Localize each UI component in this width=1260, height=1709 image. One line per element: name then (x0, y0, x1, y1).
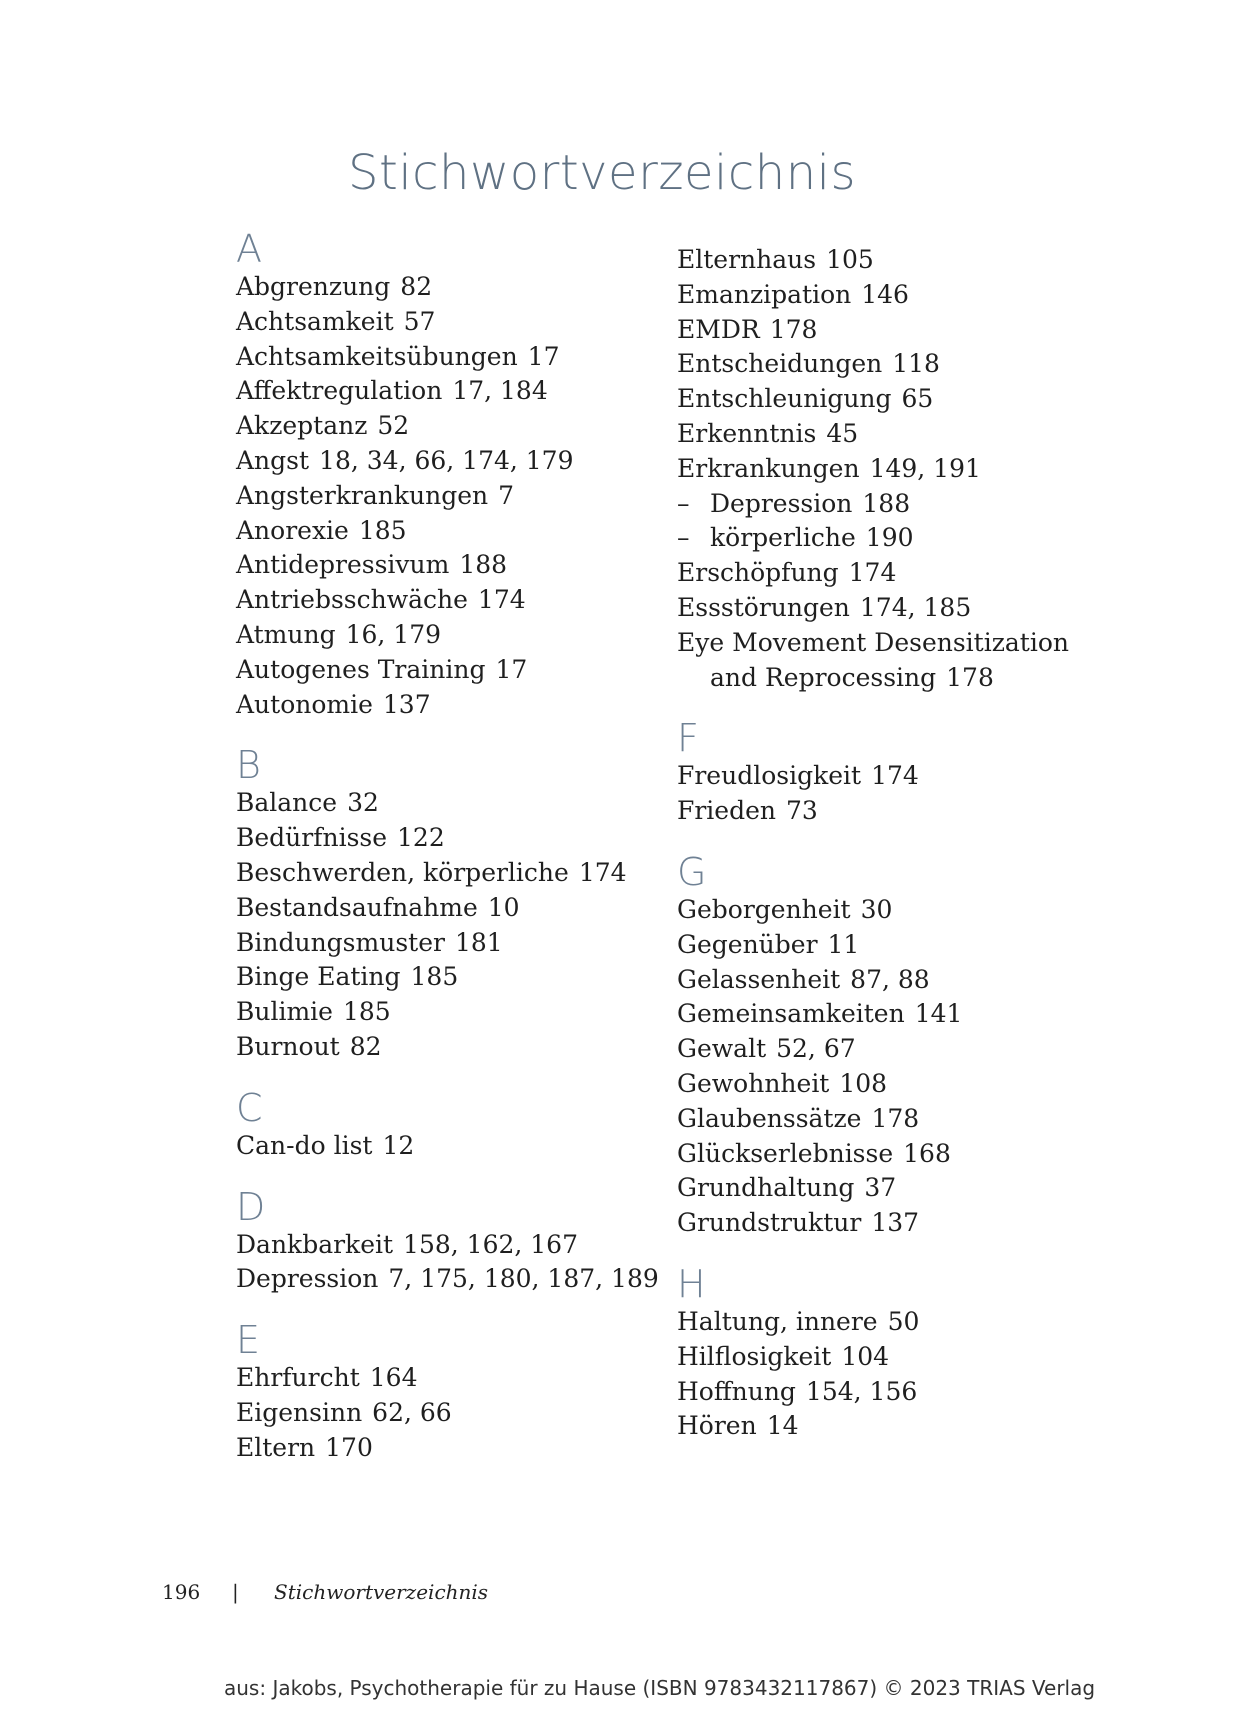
index-entry (236, 270, 666, 305)
index-page-refs: 118 (892, 349, 940, 379)
index-term: Ehrfurcht (236, 1363, 360, 1393)
index-page-refs: 188 (459, 550, 508, 580)
index-page-refs: 17 (495, 654, 528, 684)
index-entry (236, 618, 666, 653)
index-group (236, 1186, 666, 1298)
index-entry (236, 891, 666, 926)
index-subentry (677, 521, 1107, 556)
index-page-refs: 168 (903, 1138, 951, 1168)
index-entry (236, 1030, 666, 1065)
index-term: Dankbarkeit (236, 1229, 394, 1259)
index-term: Akzeptanz (236, 411, 368, 441)
index-page-refs: 45 (826, 418, 859, 448)
index-term: Achtsamkeitsübungen (236, 341, 518, 371)
index-term: Atmung (236, 619, 336, 649)
index-page-refs: 32 (347, 788, 379, 818)
index-page-refs: 50 (887, 1306, 920, 1336)
index-page-refs: 12 (382, 1130, 415, 1160)
index-page-refs: 174 (477, 585, 526, 615)
index-page-refs: 7, 175, 180, 187, 189 (388, 1264, 659, 1294)
index-page-refs: 52, 67 (776, 1034, 856, 1064)
index-page-refs: 105 (826, 245, 874, 274)
index-term: Entscheidungen (677, 349, 883, 379)
index-entry (236, 444, 666, 479)
index-term: Essstörungen (677, 592, 850, 622)
index-entry (236, 583, 666, 618)
index-page-refs: 174 (871, 761, 919, 791)
index-page-refs: 14 (766, 1411, 799, 1441)
index-letter-heading: H (677, 1261, 706, 1306)
index-entry (236, 1129, 666, 1164)
index-entry (236, 514, 666, 549)
index-page-refs: 154, 156 (805, 1376, 918, 1406)
index-entry (236, 786, 666, 821)
index-entry (236, 688, 666, 723)
index-page-refs: 141 (914, 999, 963, 1029)
index-page-refs: 17, 184 (452, 376, 548, 406)
index-entry (236, 653, 666, 688)
index-entry (677, 1032, 1107, 1067)
index-group (677, 717, 1107, 829)
index-term: Grundhaltung (677, 1173, 855, 1203)
index-page-refs: 82 (400, 272, 433, 301)
index-page-refs: 30 (860, 894, 893, 924)
index-entry (236, 1262, 666, 1297)
index-entry (677, 1171, 1107, 1206)
index-page-refs: 122 (397, 823, 445, 853)
index-page-refs: 7 (498, 480, 515, 510)
index-term: Angst (236, 445, 310, 475)
index-page-refs: 174 (578, 857, 627, 887)
index-letter-heading: G (677, 849, 707, 894)
index-page-refs: 149, 191 (869, 453, 981, 483)
index-term: Affektregulation (236, 376, 443, 406)
index-term: Angsterkrankungen (236, 480, 489, 510)
index-term: Geborgenheit (677, 894, 851, 924)
index-entry (677, 794, 1107, 829)
index-term: Balance (236, 788, 338, 818)
page-title: Stichwortverzeichnis (348, 145, 856, 201)
index-term: Can-do list (236, 1130, 373, 1160)
index-entry (236, 305, 666, 340)
index-entry (677, 278, 1107, 313)
index-page-refs: 181 (454, 927, 503, 957)
index-group (236, 1087, 666, 1164)
index-page-refs: 146 (861, 279, 909, 309)
index-entry (677, 661, 1107, 696)
index-term: Haltung, innere (677, 1306, 878, 1336)
index-entry (677, 313, 1107, 348)
index-letter-heading: F (677, 716, 699, 761)
index-letter-heading: C (236, 1085, 263, 1130)
index-term: Bulimie (236, 997, 333, 1027)
index-term: Emanzipation (677, 279, 852, 309)
page-footer (162, 1580, 489, 1604)
index-page-refs: 17 (527, 341, 560, 371)
index-entry (677, 1102, 1107, 1137)
index-term: Glaubenssätze (677, 1103, 862, 1133)
page-number: 196 (162, 1580, 201, 1604)
index-page-refs: 37 (864, 1173, 897, 1203)
index-page-refs: 188 (862, 488, 911, 518)
index-page-refs: 174, 185 (859, 592, 972, 622)
index-term: Eye Movement Desensitization (677, 627, 1069, 657)
index-term: Hören (677, 1411, 757, 1441)
index-entry (236, 340, 666, 375)
index-entry (677, 1375, 1107, 1410)
index-term: EMDR (677, 314, 760, 344)
index-term: Gelassenheit (677, 964, 841, 994)
index-page-refs: 137 (382, 689, 431, 719)
index-entry (677, 928, 1107, 963)
index-page-refs: 73 (786, 796, 818, 826)
index-term: körperliche (710, 523, 856, 553)
index-page-refs: 108 (839, 1068, 888, 1098)
index-page-refs: 164 (369, 1363, 418, 1393)
index-entry (677, 1206, 1107, 1241)
index-entry (236, 1228, 666, 1263)
index-term: Glückserlebnisse (677, 1138, 894, 1168)
index-term: Depression (236, 1264, 379, 1294)
index-term: Abgrenzung (236, 272, 391, 301)
index-term: Autonomie (236, 689, 373, 719)
index-entry (677, 893, 1107, 928)
index-entry (677, 417, 1107, 452)
index-entry (677, 452, 1107, 487)
index-page-refs: 158, 162, 167 (403, 1229, 578, 1259)
index-entry (677, 1137, 1107, 1172)
index-group (236, 1319, 666, 1465)
index-letter-heading: B (236, 743, 261, 788)
index-letter-heading: A (236, 227, 262, 271)
index-entry (236, 821, 666, 856)
index-page-refs: 190 (865, 523, 914, 553)
index-entry (677, 963, 1107, 998)
index-page-refs: 16, 179 (345, 619, 442, 649)
index-term: Erkrankungen (677, 453, 860, 483)
index-term: Freudlosigkeit (677, 761, 862, 791)
index-entry (236, 1361, 666, 1396)
index-term: Elternhaus (677, 245, 817, 274)
index-term: Bindungsmuster (236, 927, 445, 957)
index-term: Bestandsaufnahme (236, 892, 478, 922)
index-group (236, 228, 666, 722)
index-term: and Reprocessing (710, 662, 937, 692)
index-group (236, 744, 666, 1064)
index-entry (677, 626, 1107, 661)
index-letter-heading: D (236, 1184, 266, 1229)
index-term: Antriebsschwäche (236, 585, 468, 615)
index-term: Binge Eating (236, 962, 401, 992)
index-entry (236, 926, 666, 961)
index-page-refs: 178 (769, 314, 818, 344)
index-term: Achtsamkeit (236, 306, 394, 336)
index-entry (677, 556, 1107, 591)
index-entry (236, 1396, 666, 1431)
index-entry (236, 995, 666, 1030)
index-page-refs: 11 (827, 929, 860, 959)
index-entry (236, 374, 666, 409)
index-entry (236, 856, 666, 891)
index-term: Autogenes Training (236, 654, 486, 684)
index-term: Entschleunigung (677, 384, 892, 414)
index-page-refs: 18, 34, 66, 174, 179 (319, 445, 574, 475)
index-group (677, 851, 1107, 1241)
index-entry (677, 1305, 1107, 1340)
index-group (677, 1263, 1107, 1444)
index-entry (677, 1340, 1107, 1375)
index-term: Beschwerden, körperliche (236, 857, 569, 887)
index-page-refs: 87, 88 (850, 964, 930, 994)
footer-separator: | (232, 1580, 239, 1604)
index-subentry (677, 487, 1107, 522)
index-page-refs: 185 (342, 997, 391, 1027)
index-page-refs: 57 (403, 306, 436, 336)
index-page-refs: 185 (410, 962, 459, 992)
index-term: Eltern (236, 1432, 316, 1462)
index-term: Eigensinn (236, 1397, 363, 1427)
index-term: Gemeinsamkeiten (677, 999, 905, 1029)
index-term: Bedürfnisse (236, 823, 388, 853)
index-term: Erschöpfung (677, 558, 839, 588)
index-term: Depression (710, 488, 853, 518)
index-page-refs: 104 (841, 1341, 890, 1371)
index-term: Frieden (677, 796, 776, 826)
footer-section-title: Stichwortverzeichnis (274, 1580, 489, 1604)
index-entry (677, 243, 1107, 278)
index-entry (677, 1067, 1107, 1102)
index-term: Gewohnheit (677, 1068, 830, 1098)
index-entry (677, 759, 1107, 794)
index-page-refs: 10 (487, 892, 520, 922)
index-group (677, 243, 1107, 695)
index-page-refs: 137 (871, 1208, 920, 1238)
index-term: Gewalt (677, 1034, 767, 1064)
index-page-refs: 62, 66 (372, 1397, 452, 1427)
index-column-right (677, 243, 1107, 1466)
index-page-refs: 65 (901, 384, 934, 414)
index-entry (677, 1409, 1107, 1444)
index-page-refs: 174 (848, 558, 897, 588)
index-page-refs: 185 (358, 515, 407, 545)
index-term: Gegenüber (677, 929, 818, 959)
index-term: Burnout (236, 1031, 340, 1061)
index-entry (677, 997, 1107, 1032)
index-entry (236, 960, 666, 995)
index-page-refs: 178 (871, 1103, 920, 1133)
index-entry (236, 1431, 666, 1466)
index-term: Anorexie (236, 515, 349, 545)
index-term: Grundstruktur (677, 1208, 862, 1238)
index-letter-heading: E (236, 1318, 261, 1363)
index-entry (236, 409, 666, 444)
index-entry (677, 347, 1107, 382)
index-entry (677, 382, 1107, 417)
index-page-refs: 170 (325, 1432, 373, 1462)
index-term: Hilflosigkeit (677, 1341, 832, 1371)
index-page-refs: 178 (946, 662, 994, 692)
index-entry (236, 548, 666, 583)
index-entry (236, 479, 666, 514)
index-term: Erkenntnis (677, 418, 817, 448)
index-entry (677, 591, 1107, 626)
index-term: Antidepressivum (236, 550, 450, 580)
index-column-left (236, 228, 666, 1488)
index-term: Hoffnung (677, 1376, 796, 1406)
index-page-refs: 52 (377, 411, 410, 441)
source-citation: aus: Jakobs, Psychotherapie für zu Hause (ISBN 9783432117867) © 2023 TRIAS Verlag (224, 1676, 1096, 1700)
index-page-refs: 82 (349, 1031, 382, 1061)
